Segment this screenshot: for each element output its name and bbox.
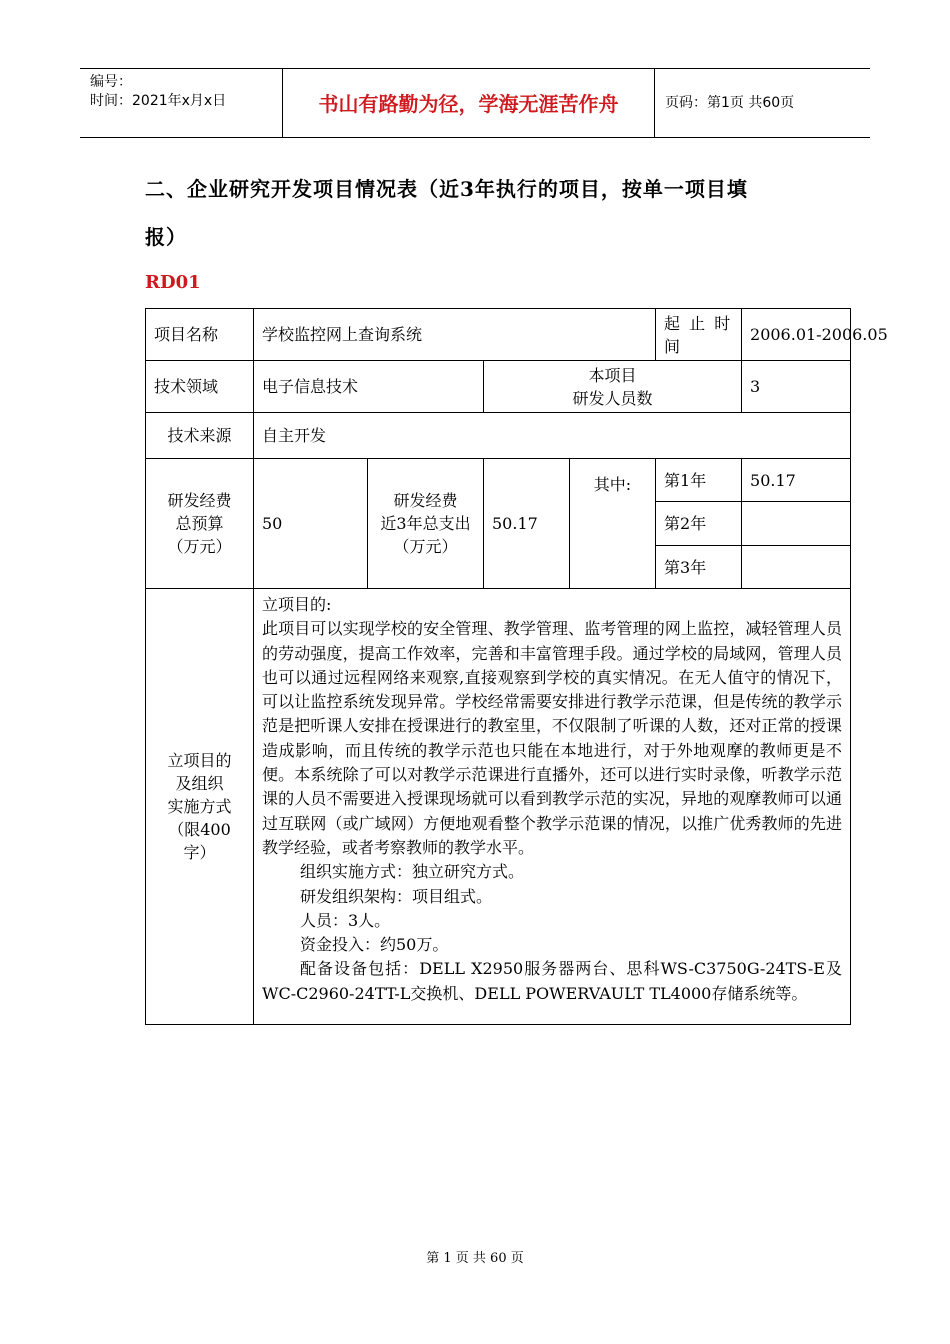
expense-label	[368, 459, 484, 589]
staff-label-line: 本项目	[588, 365, 637, 385]
expense-label-line: 近3年总支出	[380, 514, 471, 533]
table-row	[146, 413, 851, 459]
header-meta	[90, 73, 226, 111]
org-structure: 研发组织架构：项目组式。	[300, 886, 493, 906]
budget-label-line: 研发经费	[167, 491, 232, 510]
section-title-line2: 报）	[145, 225, 187, 249]
expense-label-line: （万元）	[393, 537, 458, 556]
header-divider	[654, 69, 655, 137]
budget-value: 50	[254, 459, 368, 589]
purpose-label-line: 实施方式	[167, 797, 232, 817]
table-row	[146, 361, 851, 413]
year-2-label: 第2年	[656, 502, 742, 546]
project-name-label: 项目名称	[146, 309, 254, 361]
budget-label-line: （万元）	[167, 537, 232, 556]
project-code: RD01	[145, 272, 201, 293]
page-footer: 第 1 页 共 60 页	[426, 1251, 524, 1266]
header-page-info: 页码：第1页 共60页	[665, 95, 795, 111]
year-3-label: 第3年	[656, 546, 742, 589]
purpose-label-line: （限400	[168, 820, 231, 840]
table-row	[146, 589, 851, 1025]
org-method: 组织实施方式：独立研究方式。	[300, 862, 525, 882]
year-3-value	[742, 546, 851, 589]
among-label: 其中:	[570, 459, 656, 589]
page-header	[80, 68, 870, 138]
staff-label-line: 研发人员数	[572, 388, 653, 408]
purpose-label-line: 及组织	[175, 774, 224, 794]
equipment: 配备设备包括：DELL X2950服务器两台、思科WS-C3750G-24TS-E及WC-C2960-24TT-L交换机、DELL POWERVAULT TL4000存储系统等。	[262, 959, 843, 1003]
budget-label	[146, 459, 254, 589]
purpose-heading: 立项目的:	[262, 595, 332, 614]
document-number-label: 编号：	[90, 74, 132, 90]
purpose-label-line: 字）	[183, 843, 216, 863]
period-value: 2006.01-2006.05	[742, 309, 851, 361]
purpose-label	[146, 589, 254, 1025]
table-row	[146, 309, 851, 361]
personnel: 人员：3人。	[300, 910, 391, 930]
period-label: 起 止 时 间	[656, 309, 742, 361]
year-1-value: 50.17	[742, 459, 851, 502]
tech-field-value: 电子信息技术	[254, 361, 484, 413]
staff-count-value: 3	[742, 361, 851, 413]
purpose-content	[254, 589, 851, 1025]
project-info-table	[145, 308, 888, 1025]
staff-label	[484, 361, 742, 413]
tech-field-label: 技术领域	[146, 361, 254, 413]
year-2-value	[742, 502, 851, 546]
purpose-paragraph: 此项目可以实现学校的安全管理、教学管理、监考管理的网上监控，减轻管理人员的劳动强度，提高工作效率，完善和丰富管理手段。通过学校的局域网，管理人员也可以通过远程网络来观察,直接观察到学校的真实情况。在无人值守的情况下，可以让监控系统发现异常。学校经常需要安排进行教学示范课，但是传统的教学示范是把听课人安排在授课进行的教室里，不仅限制了听课的人数，还对正常的授课造成影响，而且传统的教学示范也只能在本地进行，对于外地观摩的教师更是不便。本系统除了可以对教学示范课进行直播外，还可以进行实时录像，听教学示范课的人员不需要进入授课现场就可以看到教学示范的实况，异地的观摩教师可以通过互联网（或广域网）方便地观看整个教学示范课的情况，以推广优秀教师的先进教学经验，或者考察教师的教学水平。	[262, 619, 843, 857]
header-motto: 书山有路勤为径，学海无涯苦作舟	[318, 92, 619, 116]
tech-source-value: 自主开发	[254, 413, 851, 459]
document-date: 时间：2021年x月x日	[90, 93, 227, 109]
section-title-line1: 二、企业研究开发项目情况表（近3年执行的项目，按单一项目填	[145, 177, 748, 201]
expense-label-line: 研发经费	[393, 491, 458, 510]
purpose-label-line: 立项目的	[167, 751, 232, 771]
table-row	[146, 459, 851, 502]
tech-source-label: 技术来源	[146, 413, 254, 459]
project-name-value: 学校监控网上查询系统	[254, 309, 656, 361]
funding: 资金投入：约50万。	[300, 935, 449, 955]
budget-label-line: 总预算	[175, 514, 224, 533]
expense-value: 50.17	[484, 459, 570, 589]
year-1-label: 第1年	[656, 459, 742, 502]
